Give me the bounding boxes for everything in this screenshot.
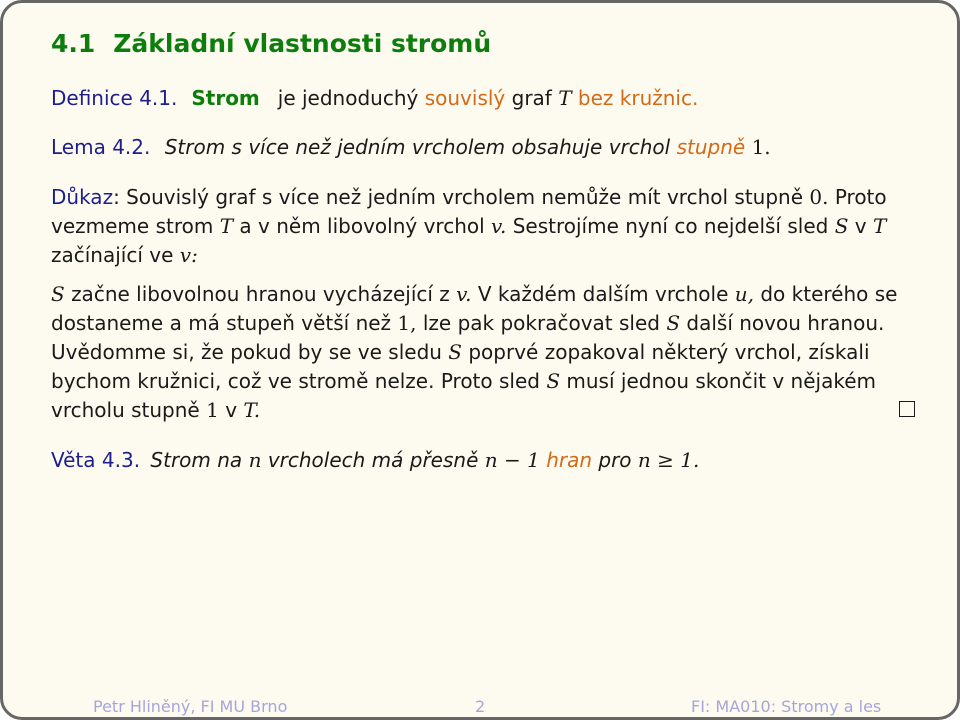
proof-number: 1, (397, 311, 417, 335)
var-S: S (666, 311, 681, 335)
footer-page-number: 2 (475, 697, 486, 716)
slide-title (51, 29, 491, 58)
proof-text: V každém dalším vrchole (477, 282, 729, 306)
var-T: T (872, 214, 887, 238)
theorem-label: Věta 4.3. (51, 448, 141, 472)
var-v: v. (456, 282, 472, 306)
proof-paragraph-2 (51, 280, 921, 425)
proof-line-8 (51, 396, 921, 425)
proof-line-6 (51, 338, 921, 367)
var-v: v: (179, 243, 198, 267)
proof-line-1 (51, 183, 921, 212)
qed-square-icon (899, 401, 915, 417)
section-number: 4.1 (51, 29, 96, 58)
proof-line-4 (51, 280, 921, 309)
theorem-expression: n − 1 (484, 448, 540, 472)
lemma (51, 133, 921, 162)
link-degree[interactable]: stupně (676, 135, 746, 159)
section-title: Základní vlastnosti stromů (113, 29, 492, 58)
var-S: S (448, 340, 462, 364)
footer-author: Petr Hliněný, FI MU Brno (93, 697, 288, 716)
link-edges[interactable]: hran (546, 448, 593, 472)
theorem-text-c: pro (598, 448, 632, 472)
proof-text: v (225, 398, 238, 422)
proof-text: Sestrojíme nyní co nejdelší sled (512, 214, 829, 238)
proof-text: začne libovolnou hranou vycházející z (71, 282, 450, 306)
proof-text: musí jednou skončit v nějakém (566, 369, 876, 393)
proof-text: Proto (834, 185, 887, 209)
definition (51, 84, 921, 113)
var-v: v. (491, 214, 507, 238)
proof-line-7 (51, 367, 921, 396)
proof-line-2 (51, 212, 921, 241)
link-connected[interactable]: souvislý (424, 86, 506, 110)
proof-text: poprvé zopakoval některý vrchol, získali (468, 340, 870, 364)
proof-number: 1 (206, 398, 219, 422)
proof-text: vezmeme strom (51, 214, 214, 238)
lemma-degree-value: 1. (751, 135, 771, 159)
var-T: T. (243, 398, 261, 422)
footer-course: FI: MA010: Stromy a les (691, 697, 882, 716)
proof-text: dostaneme a má stupeň větší než (51, 311, 392, 335)
proof-text: začínající ve (51, 243, 174, 267)
proof-text: do kterého se (760, 282, 898, 306)
var-T: T (219, 214, 234, 238)
proof-line-5 (51, 309, 921, 338)
lemma-text: Strom s více než jedním vrcholem obsahuje vrchol (164, 135, 671, 159)
theorem-condition: n ≥ 1. (637, 448, 700, 472)
proof-text: v (854, 214, 867, 238)
proof-text: vrcholu stupně (51, 398, 200, 422)
var-S: S (546, 369, 561, 393)
theorem-text-a: Strom na (150, 448, 243, 472)
definition-label: Definice 4.1. (51, 86, 178, 110)
proof-text: další novou hranou. (686, 311, 885, 335)
proof-label: Důkaz (51, 185, 114, 209)
var-S: S (51, 282, 65, 306)
proof-text: bychom kružnici, což ve stromě nelze. Proto sled (51, 369, 540, 393)
link-no-cycles[interactable]: bez kružnic. (577, 86, 699, 110)
theorem (51, 446, 921, 475)
var-S: S (834, 214, 849, 238)
proof-text: Uvědomme si, že pokud by se ve sledu (51, 340, 442, 364)
proof-text: a v něm libovolný vrchol (239, 214, 485, 238)
proof-line-3 (51, 241, 921, 270)
var-u: u, (734, 282, 754, 306)
proof-text: : Souvislý graf s více než jedním vrcholem nemůže mít vrchol stupně (113, 185, 804, 209)
proof-number: 0. (809, 185, 829, 209)
definition-term: Strom (191, 86, 260, 110)
theorem-text-b: vrcholech má přesně (267, 448, 479, 472)
var-n: n (248, 448, 262, 472)
lemma-label: Lema 4.2. (51, 135, 151, 159)
var-T: T (558, 86, 572, 110)
definition-text-b: graf (511, 86, 552, 110)
definition-text-a: je jednoduchý (277, 86, 419, 110)
proof (51, 183, 921, 270)
proof-text: lze pak pokračovat sled (422, 311, 660, 335)
